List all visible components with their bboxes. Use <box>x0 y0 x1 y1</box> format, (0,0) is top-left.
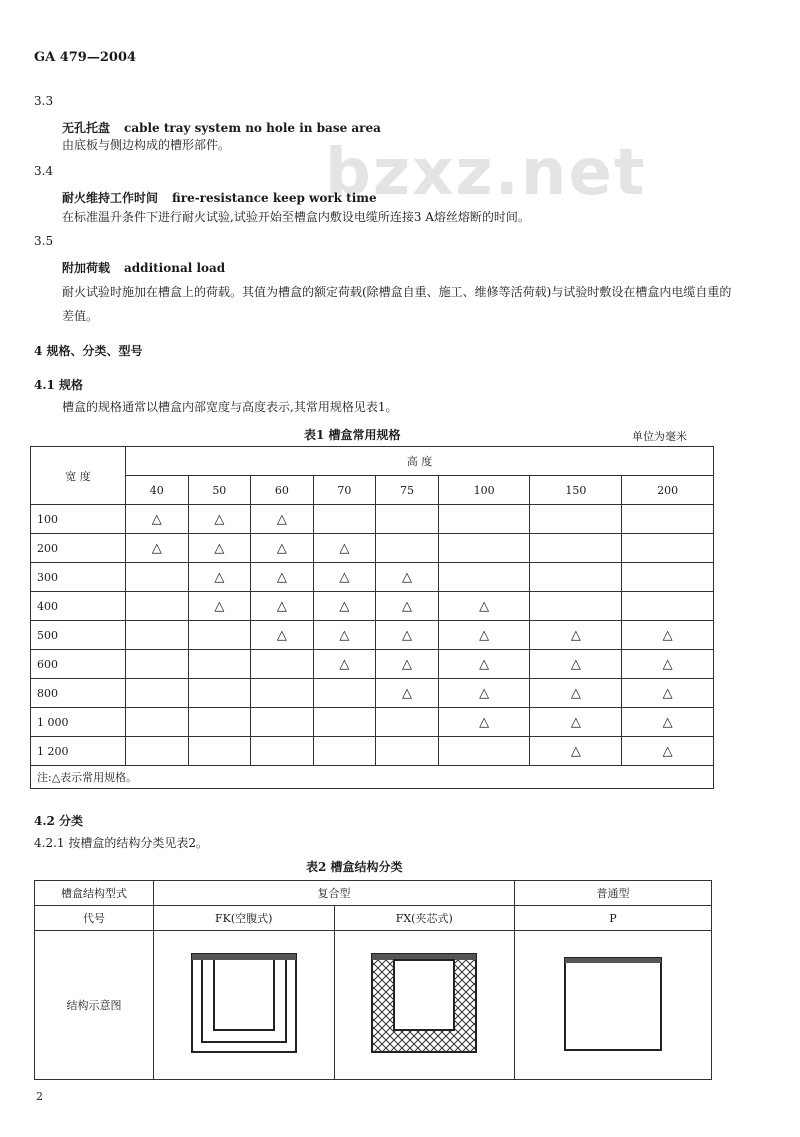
width-value: 400 <box>31 592 126 621</box>
table-1 <box>30 446 714 789</box>
table-row <box>31 650 714 679</box>
spec-cell: △ <box>313 650 376 679</box>
section-4-1-text: 槽盒的规格通常以槽盒内部宽度与高度表示,其常用规格见表1。 <box>62 400 398 414</box>
width-header: 宽 度 <box>31 447 126 505</box>
spec-cell: △ <box>622 708 714 737</box>
spec-cell: △ <box>376 650 439 679</box>
spec-cell <box>126 650 189 679</box>
spec-cell: △ <box>438 621 530 650</box>
term-cn: 无孔托盘 <box>62 121 111 135</box>
diagram-fx <box>334 931 515 1080</box>
spec-cell <box>313 737 376 766</box>
height-col-70: 70 <box>313 476 376 505</box>
spec-cell: △ <box>438 708 530 737</box>
spec-cell <box>438 737 530 766</box>
spec-cell <box>530 563 622 592</box>
spec-cell: △ <box>251 563 314 592</box>
p-ordinary-diagram <box>563 956 663 1052</box>
spec-cell: △ <box>251 621 314 650</box>
page-number: 2 <box>36 1090 43 1103</box>
height-col-75: 75 <box>376 476 439 505</box>
height-col-100: 100 <box>438 476 530 505</box>
spec-cell <box>251 679 314 708</box>
spec-cell <box>251 708 314 737</box>
spec-cell: △ <box>376 563 439 592</box>
section-3-5-number: 3.5 <box>34 234 54 248</box>
spec-cell: △ <box>313 621 376 650</box>
table1-unit: 单位为毫米 <box>632 430 687 443</box>
spec-cell <box>376 737 439 766</box>
spec-cell <box>251 737 314 766</box>
table-row <box>31 737 714 766</box>
spec-cell: △ <box>251 505 314 534</box>
spec-cell <box>251 650 314 679</box>
spec-cell <box>376 708 439 737</box>
code-fx: FX(夹芯式) <box>334 906 515 931</box>
table-row <box>31 708 714 737</box>
diagram-fk <box>154 931 335 1080</box>
spec-cell <box>313 505 376 534</box>
section-4-2-title: 4.2 分类 <box>34 814 84 828</box>
spec-cell <box>622 534 714 563</box>
spec-cell: △ <box>622 737 714 766</box>
width-value: 600 <box>31 650 126 679</box>
spec-cell: △ <box>188 534 251 563</box>
term-en: additional load <box>124 261 226 275</box>
table-2 <box>34 880 712 1080</box>
spec-cell: △ <box>376 592 439 621</box>
section-4-2-1-text: 4.2.1 按槽盒的结构分类见表2。 <box>34 836 208 850</box>
spec-cell: △ <box>622 679 714 708</box>
table-row <box>31 592 714 621</box>
height-col-60: 60 <box>251 476 314 505</box>
spec-cell <box>376 505 439 534</box>
spec-cell <box>438 563 530 592</box>
spec-cell <box>438 505 530 534</box>
doc-header: GA 479—2004 <box>34 50 137 65</box>
section-3-4-number: 3.4 <box>34 164 54 178</box>
spec-cell: △ <box>438 592 530 621</box>
spec-cell: △ <box>313 592 376 621</box>
width-value: 500 <box>31 621 126 650</box>
spec-cell <box>313 679 376 708</box>
spec-cell: △ <box>313 563 376 592</box>
code-fk: FK(空腹式) <box>154 906 335 931</box>
spec-cell: △ <box>126 534 189 563</box>
spec-cell <box>188 679 251 708</box>
spec-cell: △ <box>530 737 622 766</box>
spec-cell: △ <box>376 679 439 708</box>
section-3-3-number: 3.3 <box>34 94 54 108</box>
spec-cell <box>376 534 439 563</box>
term-en: fire-resistance keep work time <box>172 191 377 205</box>
ordinary-label: 普通型 <box>515 881 712 906</box>
diagram-p <box>515 931 712 1080</box>
term-3-5 <box>62 259 225 276</box>
code-p: P <box>515 906 712 931</box>
fk-hollow-diagram <box>190 952 298 1056</box>
width-value: 800 <box>31 679 126 708</box>
height-col-50: 50 <box>188 476 251 505</box>
spec-cell <box>313 708 376 737</box>
spec-cell: △ <box>188 563 251 592</box>
definition-3-3: 由底板与侧边构成的槽形部件。 <box>62 138 231 152</box>
watermark: bzxz.net <box>325 136 647 210</box>
section-4-1-title: 4.1 规格 <box>34 378 84 392</box>
spec-cell: △ <box>126 505 189 534</box>
spec-cell <box>622 592 714 621</box>
spec-cell: △ <box>251 592 314 621</box>
spec-cell <box>126 563 189 592</box>
spec-cell: △ <box>313 534 376 563</box>
height-col-150: 150 <box>530 476 622 505</box>
spec-cell: △ <box>188 592 251 621</box>
table2-caption: 表2 槽盒结构分类 <box>306 860 403 874</box>
spec-cell <box>530 592 622 621</box>
spec-cell <box>438 534 530 563</box>
spec-cell <box>126 592 189 621</box>
spec-cell <box>126 679 189 708</box>
spec-cell <box>622 505 714 534</box>
section-4-title: 4 规格、分类、型号 <box>34 344 143 358</box>
height-header: 高 度 <box>126 447 714 476</box>
spec-cell <box>188 737 251 766</box>
spec-cell <box>126 737 189 766</box>
term-en: cable tray system no hole in base area <box>124 121 381 135</box>
height-col-40: 40 <box>126 476 189 505</box>
term-cn: 附加荷载 <box>62 261 111 275</box>
spec-cell: △ <box>530 621 622 650</box>
spec-cell <box>188 621 251 650</box>
width-value: 1 000 <box>31 708 126 737</box>
form-label: 槽盒结构型式 <box>35 881 154 906</box>
table-row <box>31 679 714 708</box>
width-value: 100 <box>31 505 126 534</box>
spec-cell <box>126 621 189 650</box>
width-value: 300 <box>31 563 126 592</box>
term-3-4 <box>62 189 377 206</box>
spec-cell <box>622 563 714 592</box>
spec-cell <box>188 708 251 737</box>
definition-3-5: 耐火试验时施加在槽盒上的荷载。其值为槽盒的额定荷载(除槽盒自重、施工、维修等活荷载)与试验时敷设在槽盒内电缆自重的差值。 <box>62 285 732 323</box>
spec-cell: △ <box>438 679 530 708</box>
table-row <box>31 505 714 534</box>
spec-cell <box>126 708 189 737</box>
spec-cell: △ <box>530 708 622 737</box>
height-col-200: 200 <box>622 476 714 505</box>
fx-core-diagram <box>370 952 478 1056</box>
spec-cell: △ <box>622 621 714 650</box>
spec-cell: △ <box>376 621 439 650</box>
code-label: 代号 <box>35 906 154 931</box>
table1-caption: 表1 槽盒常用规格 <box>304 428 401 442</box>
table-row <box>31 621 714 650</box>
term-cn: 耐火维持工作时间 <box>62 191 159 205</box>
diagram-label: 结构示意图 <box>35 931 154 1080</box>
width-value: 1 200 <box>31 737 126 766</box>
spec-cell: △ <box>530 679 622 708</box>
composite-label: 复合型 <box>154 881 515 906</box>
table1-note: 注:△表示常用规格。 <box>31 766 714 789</box>
spec-cell: △ <box>438 650 530 679</box>
table-row <box>31 563 714 592</box>
spec-cell: △ <box>530 650 622 679</box>
spec-cell: △ <box>622 650 714 679</box>
width-value: 200 <box>31 534 126 563</box>
spec-cell: △ <box>188 505 251 534</box>
spec-cell <box>530 505 622 534</box>
table-row <box>31 534 714 563</box>
spec-cell <box>188 650 251 679</box>
spec-cell: △ <box>251 534 314 563</box>
spec-cell <box>530 534 622 563</box>
definition-3-4: 在标准温升条件下进行耐火试验,试验开始至槽盒内敷设电缆所连接3 A熔丝熔断的时间。 <box>62 210 530 224</box>
